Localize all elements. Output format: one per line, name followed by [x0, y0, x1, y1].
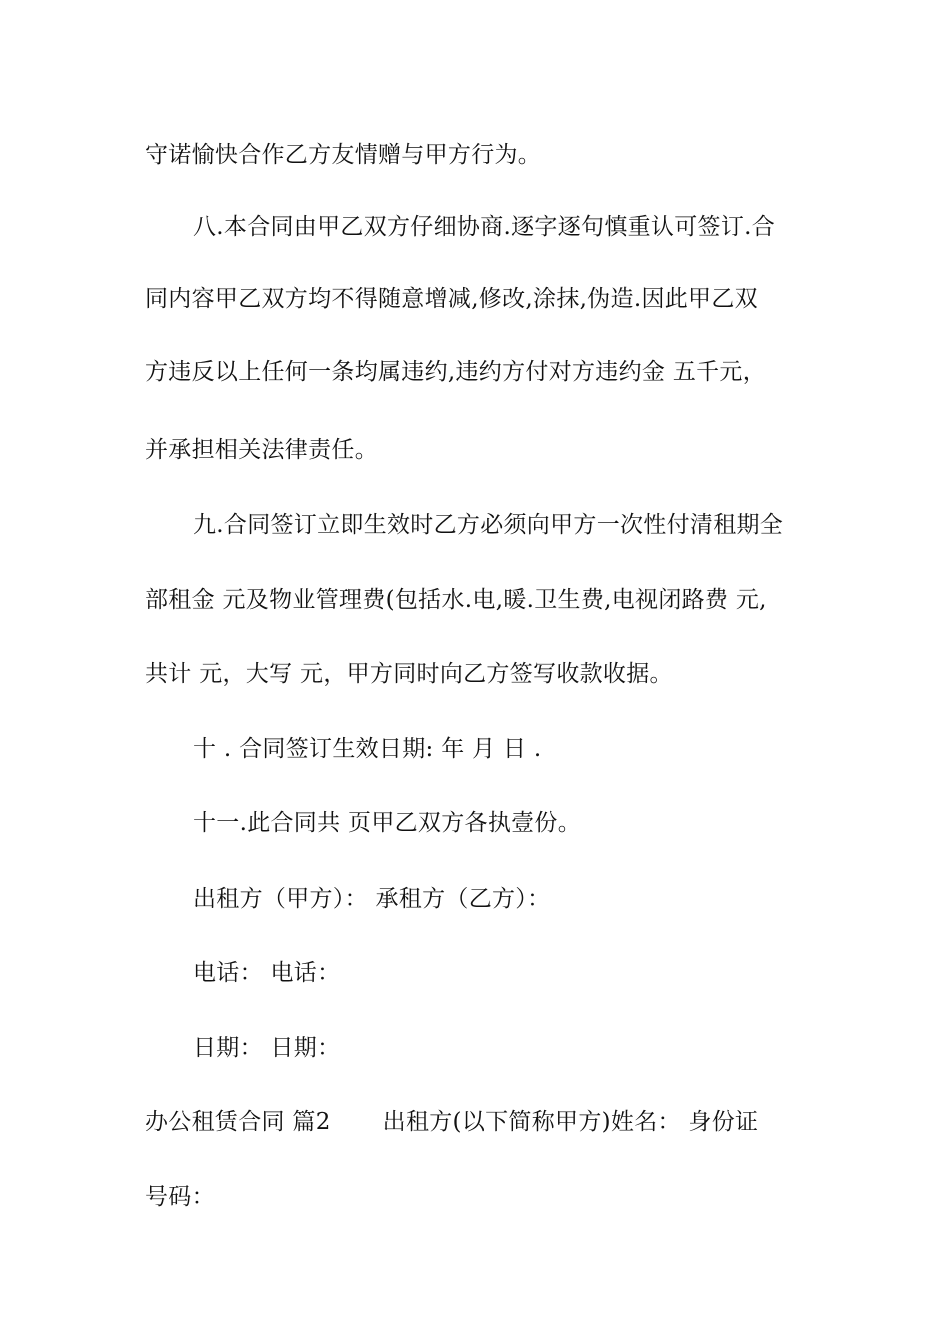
clause-8-line-2: 同内容甲乙双方均不得随意增减,修改,涂抹,伪造.因此甲乙双	[145, 286, 758, 312]
section-text: 出租方(以下简称甲方)姓名： 身份证	[382, 1109, 759, 1135]
clause-10: 十 . 合同签订生效日期: 年 月 日 .	[193, 736, 542, 762]
clause-8-line-4: 并承担相关法律责任。	[145, 437, 378, 463]
signature-parties: 出租方（甲方）： 承租方（乙方）：	[193, 886, 551, 912]
clause-continuation: 守诺愉快合作乙方友情赠与甲方行为。	[145, 142, 542, 168]
signature-date: 日期： 日期：	[193, 1035, 341, 1061]
section-last-line: 号码：	[145, 1184, 215, 1210]
clause-8-line-3: 方违反以上任何一条均属违约,违约方付对方违约金 五千元，	[145, 359, 767, 385]
clause-9-line-3: 共计 元，大写 元，甲方同时向乙方签写收款收据。	[145, 661, 673, 687]
clause-11: 十一.此合同共 页甲乙双方各执壹份。	[193, 810, 582, 836]
clause-9-line-2: 部租金 元及物业管理费(包括水.电,暖.卫生费,电视闭路费 元,	[145, 587, 767, 613]
clause-8-line-1: 八.本合同由甲乙双方仔细协商.逐字逐句慎重认可签订.合	[193, 214, 776, 240]
section-heading-line	[145, 1107, 825, 1137]
signature-phone: 电话： 电话：	[193, 960, 341, 986]
section-title: 办公租赁合同 篇2	[145, 1109, 331, 1135]
clause-9-line-1: 九.合同签订立即生效时乙方必须向甲方一次性付清租期全	[193, 512, 784, 538]
